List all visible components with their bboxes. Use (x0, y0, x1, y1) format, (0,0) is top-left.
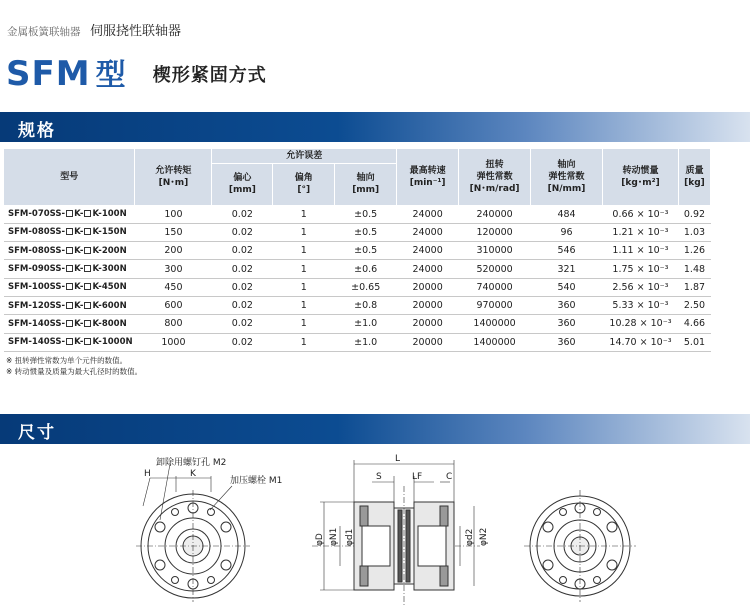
cell-axial: ±0.65 (335, 278, 397, 296)
cell-torque: 300 (135, 260, 212, 278)
col-speed: 最高转速 [min⁻¹] (397, 149, 459, 205)
cell-eccentric: 0.02 (212, 296, 273, 314)
placeholder-box (84, 228, 91, 235)
cell-axial-stiffness: 321 (531, 260, 603, 278)
table-row (4, 242, 711, 260)
note-torsion: ※ 扭转弹性常数为单个元件的数值。 (6, 356, 128, 365)
model-description: 楔形紧固方式 (152, 65, 267, 86)
col-eccentric: 偏心 [mm] (212, 163, 273, 205)
cell-angle: 1 (273, 296, 335, 314)
cell-eccentric: 0.02 (212, 315, 273, 333)
placeholder-box (66, 302, 73, 309)
spec-section-title: 规格 (18, 121, 56, 141)
cell-torque: 450 (135, 278, 212, 296)
col-model: 型号 (4, 149, 135, 205)
breadcrumb-category[interactable]: 金属板簧联轴器 (7, 26, 81, 38)
cell-torsion: 970000 (459, 296, 531, 314)
note-inertia: ※ 转动惯量及质量为最大孔径时的数值。 (6, 367, 143, 376)
cell-speed: 20000 (397, 296, 459, 314)
cell-torsion: 120000 (459, 223, 531, 241)
cell-inertia: 5.33 × 10⁻³ (602, 296, 678, 314)
cell-axial: ±0.5 (335, 242, 397, 260)
col-torque: 允许转矩 [N･m] (135, 149, 212, 205)
table-row (4, 315, 711, 333)
col-angle: 偏角 [°] (273, 163, 335, 205)
cell-eccentric: 0.02 (212, 223, 273, 241)
model-type: 型 (95, 58, 126, 93)
label-l: L (395, 454, 401, 464)
cell-inertia: 1.75 × 10⁻³ (602, 260, 678, 278)
cell-torque: 800 (135, 315, 212, 333)
cell-angle: 1 (273, 333, 335, 351)
cell-torque: 1000 (135, 333, 212, 351)
dimension-section-header (0, 414, 750, 444)
label-h: H (144, 469, 151, 479)
cell-axial: ±0.5 (335, 205, 397, 223)
cell-eccentric: 0.02 (212, 242, 273, 260)
cell-model: SFM-140SS- K- K-1000N (4, 333, 135, 351)
table-row (4, 333, 711, 351)
table-row (4, 205, 711, 223)
label-s: S (376, 472, 382, 482)
dimension-drawing (0, 446, 750, 610)
cell-model: SFM-090SS- K- K-300N (4, 260, 135, 278)
cell-mass: 1.03 (678, 223, 710, 241)
cell-angle: 1 (273, 205, 335, 223)
label-phi-n1: φN1 (329, 527, 339, 546)
cell-model: SFM-070SS- K- K-100N (4, 205, 135, 223)
col-axial: 轴向 [mm] (335, 163, 397, 205)
label-press-bolt: 加压螺栓 M1 (230, 476, 283, 486)
cell-speed: 20000 (397, 278, 459, 296)
table-row (4, 260, 711, 278)
cell-mass: 5.01 (678, 333, 710, 351)
cell-speed: 24000 (397, 223, 459, 241)
cell-eccentric: 0.02 (212, 333, 273, 351)
cell-torsion: 1400000 (459, 315, 531, 333)
cell-inertia: 1.11 × 10⁻³ (602, 242, 678, 260)
label-lf: LF (412, 472, 423, 482)
placeholder-box (84, 283, 91, 290)
label-c: C (446, 472, 453, 482)
notes (6, 355, 142, 377)
cell-torsion: 740000 (459, 278, 531, 296)
label-phi-n2: φN2 (479, 527, 489, 546)
breadcrumb (7, 20, 181, 39)
cell-torque: 600 (135, 296, 212, 314)
placeholder-box (66, 338, 73, 345)
placeholder-box (66, 210, 73, 217)
cell-axial-stiffness: 96 (531, 223, 603, 241)
cell-inertia: 14.70 × 10⁻³ (602, 333, 678, 351)
placeholder-box (84, 265, 91, 272)
table-row (4, 278, 711, 296)
placeholder-box (66, 283, 73, 290)
placeholder-box (84, 210, 91, 217)
cell-axial: ±1.0 (335, 333, 397, 351)
cell-mass: 4.66 (678, 315, 710, 333)
cell-axial-stiffness: 540 (531, 278, 603, 296)
cell-inertia: 1.21 × 10⁻³ (602, 223, 678, 241)
cell-speed: 24000 (397, 205, 459, 223)
col-axial-stiffness: 轴向 弹性常数 [N/mm] (531, 149, 603, 205)
cell-axial: ±1.0 (335, 315, 397, 333)
cell-mass: 1.48 (678, 260, 710, 278)
col-misalignment: 允许误差 (212, 149, 397, 163)
cell-mass: 2.50 (678, 296, 710, 314)
cell-torsion: 1400000 (459, 333, 531, 351)
col-inertia: 转动惯量 [kg･m²] (602, 149, 678, 205)
cell-model: SFM-100SS- K- K-450N (4, 278, 135, 296)
cell-axial-stiffness: 360 (531, 333, 603, 351)
placeholder-box (84, 338, 91, 345)
breadcrumb-product[interactable]: 伺服挠性联轴器 (90, 24, 182, 39)
cell-torsion: 520000 (459, 260, 531, 278)
cell-eccentric: 0.02 (212, 205, 273, 223)
dimension-section-title: 尺寸 (18, 423, 56, 443)
spec-section-header (0, 112, 750, 142)
cell-speed: 24000 (397, 242, 459, 260)
right-end-view (524, 490, 636, 602)
cell-speed: 20000 (397, 315, 459, 333)
placeholder-box (66, 320, 73, 327)
col-mass: 质量 [kg] (678, 149, 710, 205)
cell-axial: ±0.5 (335, 223, 397, 241)
cell-inertia: 0.66 × 10⁻³ (602, 205, 678, 223)
cell-axial: ±0.8 (335, 296, 397, 314)
cell-model: SFM-140SS- K- K-800N (4, 315, 135, 333)
placeholder-box (84, 320, 91, 327)
cell-torsion: 240000 (459, 205, 531, 223)
cell-torque: 150 (135, 223, 212, 241)
cell-axial: ±0.6 (335, 260, 397, 278)
page-title (6, 50, 267, 94)
model-code: SFM (6, 54, 91, 94)
table-row (4, 296, 711, 314)
cell-angle: 1 (273, 260, 335, 278)
spec-table (4, 149, 711, 352)
cell-speed: 20000 (397, 333, 459, 351)
cell-angle: 1 (273, 223, 335, 241)
cell-mass: 0.92 (678, 205, 710, 223)
table-row (4, 223, 711, 241)
placeholder-box (84, 247, 91, 254)
cell-model: SFM-080SS- K- K-150N (4, 223, 135, 241)
placeholder-box (66, 247, 73, 254)
label-phi-d2: φd2 (465, 528, 475, 546)
cell-axial-stiffness: 360 (531, 296, 603, 314)
cell-eccentric: 0.02 (212, 260, 273, 278)
placeholder-box (66, 228, 73, 235)
cell-torque: 100 (135, 205, 212, 223)
placeholder-box (84, 302, 91, 309)
cell-torque: 200 (135, 242, 212, 260)
cell-mass: 1.87 (678, 278, 710, 296)
cell-angle: 1 (273, 278, 335, 296)
cell-eccentric: 0.02 (212, 278, 273, 296)
cell-angle: 1 (273, 242, 335, 260)
cell-axial-stiffness: 484 (531, 205, 603, 223)
cell-speed: 24000 (397, 260, 459, 278)
cell-model: SFM-120SS- K- K-600N (4, 296, 135, 314)
cell-mass: 1.26 (678, 242, 710, 260)
cell-torsion: 310000 (459, 242, 531, 260)
col-torsion: 扭转 弹性常数 [N･m/rad] (459, 149, 531, 205)
placeholder-box (66, 265, 73, 272)
label-phi-d: φD (315, 533, 325, 546)
label-k: K (190, 469, 196, 479)
cell-inertia: 2.56 × 10⁻³ (602, 278, 678, 296)
label-removal-hole: 卸除用螺钉孔 M2 (156, 458, 227, 468)
label-phi-d1: φd1 (345, 528, 355, 546)
cell-axial-stiffness: 546 (531, 242, 603, 260)
cell-inertia: 10.28 × 10⁻³ (602, 315, 678, 333)
cell-axial-stiffness: 360 (531, 315, 603, 333)
cell-model: SFM-080SS- K- K-200N (4, 242, 135, 260)
cell-angle: 1 (273, 315, 335, 333)
